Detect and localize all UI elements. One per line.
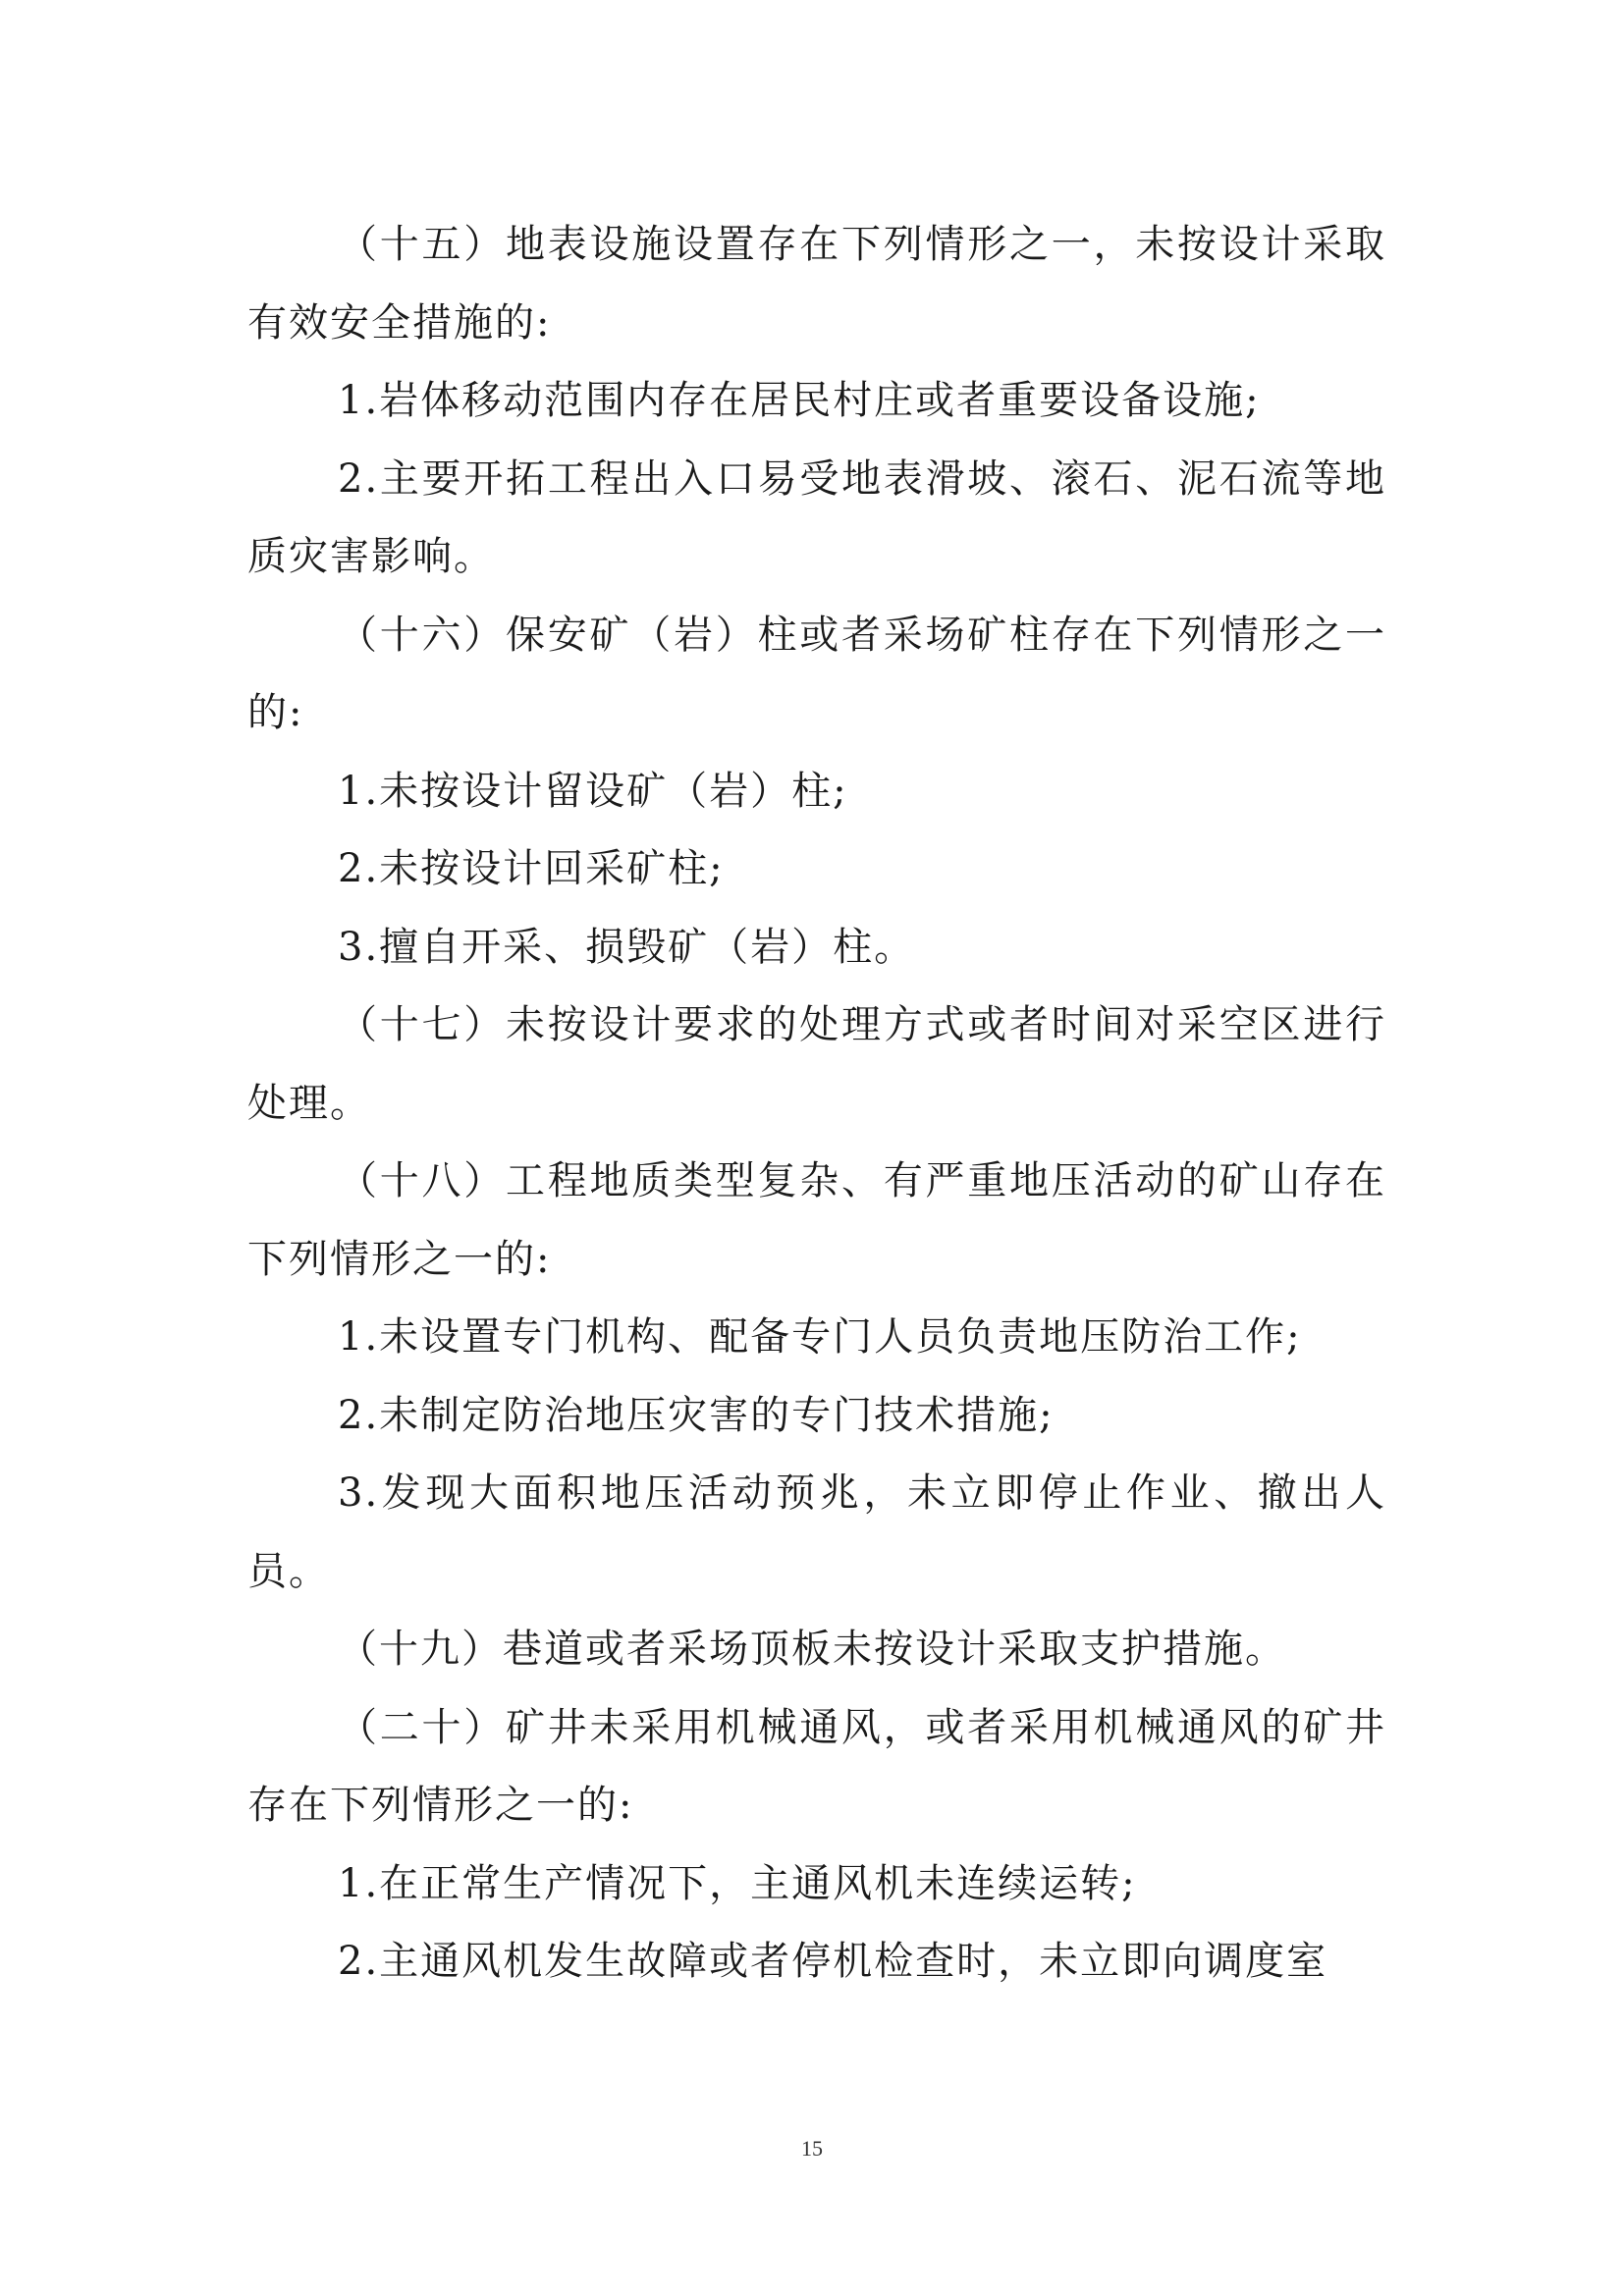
list-item-18-2: 2.未制定防治地压灾害的专门技术措施;	[338, 1392, 1055, 1438]
page-number: 15	[801, 2136, 823, 2161]
list-item-15-2: 2.主要开拓工程出入口易受地表滑坡、滚石、泥石流等地质灾害影响。	[247, 455, 1386, 579]
paragraph-item-20: （二十）矿井未采用机械通风，或者采用机械通风的矿井存在下列情形之一的:	[247, 1704, 1386, 1828]
list-item-18-3: 3.发现大面积地压活动预兆，未立即停止作业、撤出人员。	[247, 1470, 1386, 1594]
body-text	[247, 206, 1386, 2002]
paragraph-item-19: （十九）巷道或者采场顶板未按设计采取支护措施。	[338, 1627, 1286, 1672]
list-item-18-1: 1.未设置专门机构、配备专门人员负责地压防治工作;	[338, 1314, 1302, 1360]
paragraph-item-15: （十五）地表设施设置存在下列情形之一，未按设计采取有效安全措施的:	[247, 222, 1386, 346]
list-item-16-2: 2.未按设计回采矿柱;	[338, 846, 725, 891]
paragraph-item-18: （十八）工程地质类型复杂、有严重地压活动的矿山存在下列情形之一的:	[247, 1158, 1386, 1282]
list-item-16-3: 3.擅自开采、损毁矿（岩）柱。	[338, 924, 916, 970]
list-item-20-2: 2.主通风机发生故障或者停机检查时，未立即向调度室	[338, 1939, 1328, 1984]
list-item-20-1: 1.在正常生产情况下，主通风机未连续运转;	[338, 1860, 1137, 1906]
list-item-15-1: 1.岩体移动范围内存在居民村庄或者重要设备设施;	[338, 378, 1261, 423]
paragraph-item-16: （十六）保安矿（岩）柱或者采场矿柱存在下列情形之一的:	[247, 612, 1386, 735]
list-item-16-1: 1.未按设计留设矿（岩）柱;	[338, 768, 848, 814]
paragraph-item-17: （十七）未按设计要求的处理方式或者时间对采空区进行处理。	[247, 1002, 1386, 1126]
